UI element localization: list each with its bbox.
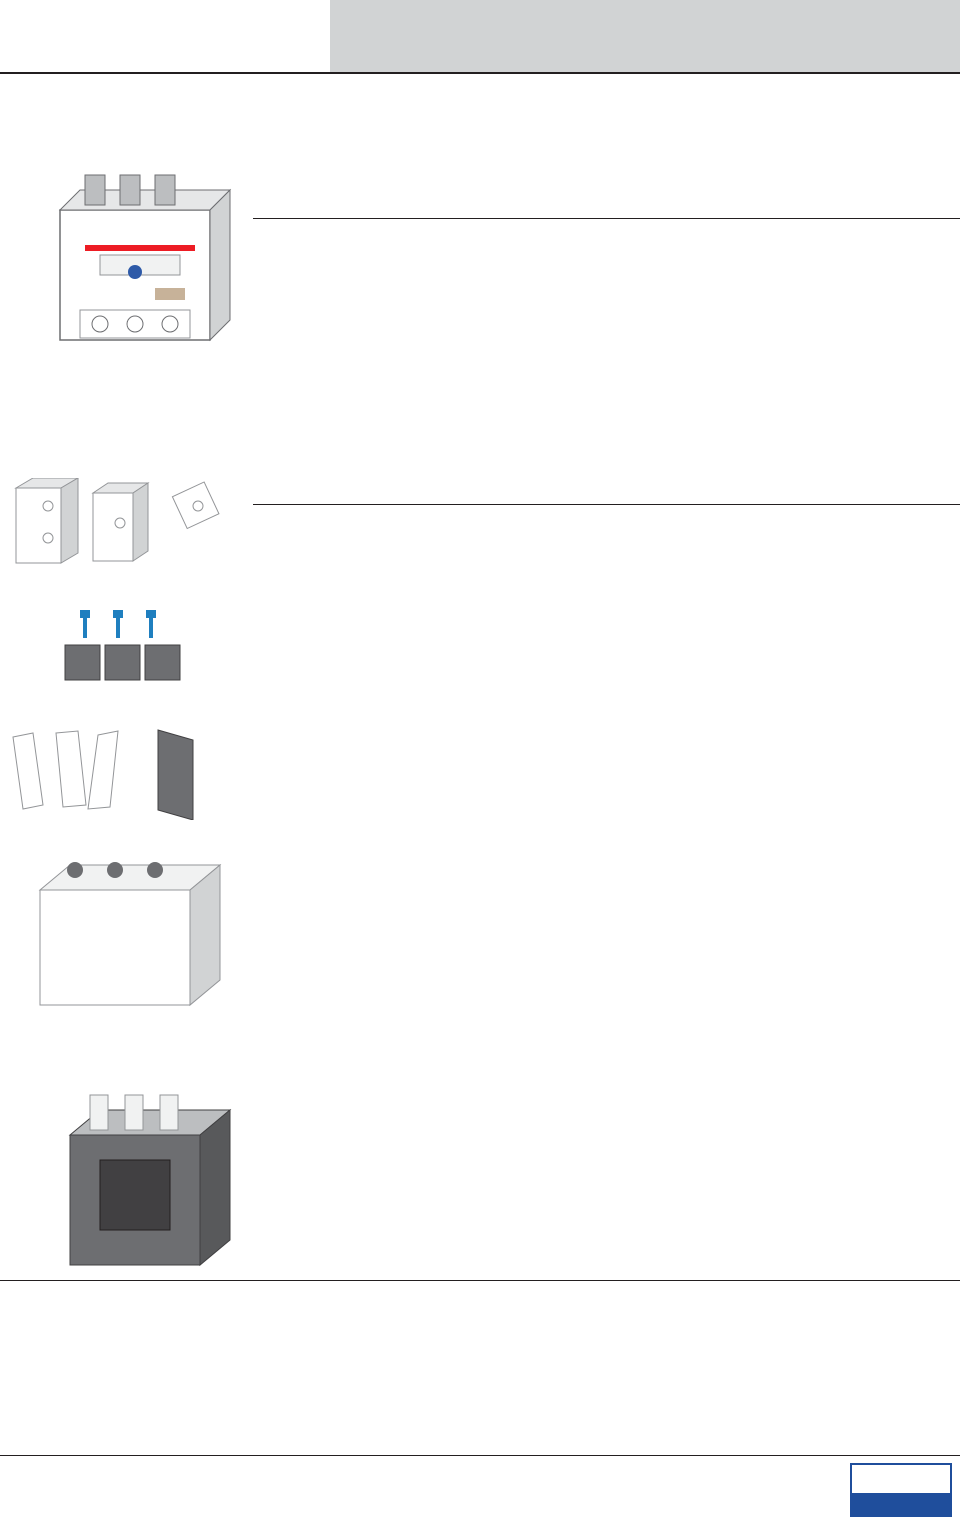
plug-in-base-image <box>60 1090 240 1270</box>
ground-fault-module-image <box>40 170 240 350</box>
brand-title <box>330 0 960 8</box>
table-header-rule-2 <box>253 504 960 505</box>
header-banner <box>330 0 960 72</box>
header-rule <box>0 72 960 74</box>
table-header-rule <box>253 218 960 219</box>
notes-rule <box>0 1280 960 1281</box>
long-shield-image <box>30 850 230 1010</box>
footer-rule <box>0 1455 960 1456</box>
spreader-and-insulator-image <box>8 725 238 820</box>
chs-controls-logo <box>850 1463 952 1517</box>
bolt-kit-image <box>55 605 195 685</box>
